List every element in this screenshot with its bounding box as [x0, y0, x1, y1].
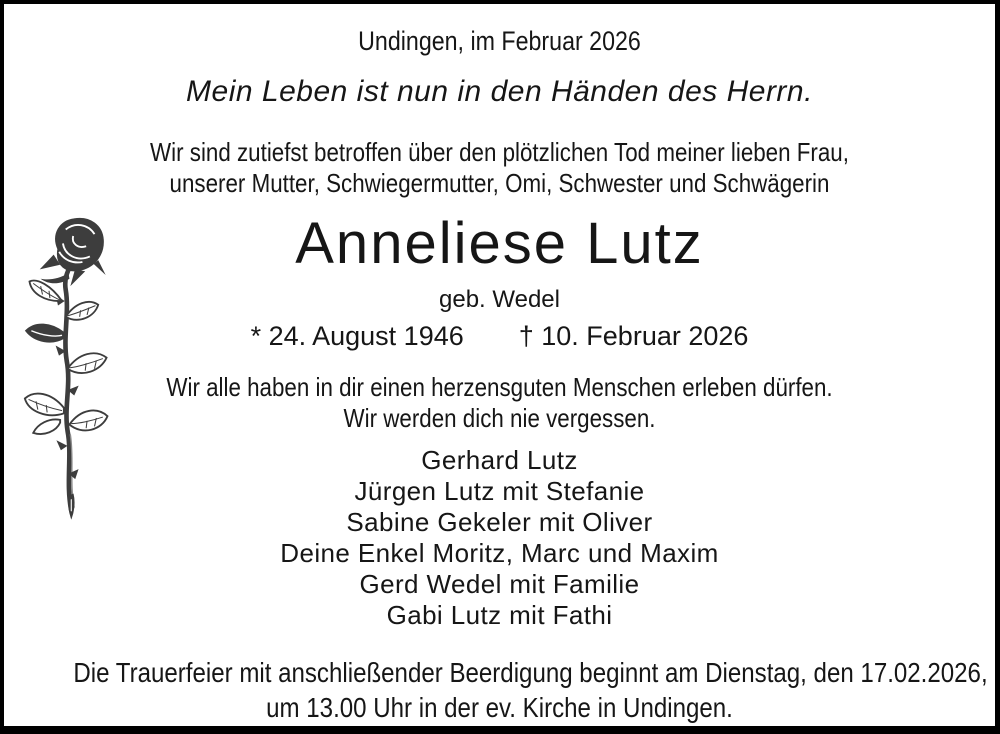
mourner-name: Sabine Gekeler mit Oliver	[346, 507, 653, 537]
dateline: Undingen, im Februar 2026	[358, 26, 641, 56]
mourners-list	[4, 445, 995, 631]
funeral-info-line-1: Die Trauerfeier mit anschließender Beerdigung beginnt am Dienstag, den 17.02.2026,	[73, 657, 988, 688]
birth-date: * 24. August 1946	[250, 321, 464, 351]
mourner-name: Gerd Wedel mit Familie	[359, 569, 640, 599]
life-dates	[4, 321, 995, 352]
motto-quote: Mein Leben ist nun in den Händen des Herrn.	[186, 75, 813, 108]
death-date: † 10. Februar 2026	[518, 321, 749, 351]
mourner-name: Gerhard Lutz	[421, 445, 578, 475]
tribute-line-1: Wir alle haben in dir einen herzensguten Menschen erleben dürfen.	[166, 372, 833, 402]
deceased-name: Anneliese Lutz	[295, 211, 704, 276]
mourner-name: Gabi Lutz mit Fathi	[386, 600, 613, 630]
intro-line-2: unserer Mutter, Schwiegermutter, Omi, Schwester und Schwägerin	[169, 168, 830, 198]
funeral-info-line-2: um 13.00 Uhr in der ev. Kirche in Undingen.	[266, 692, 733, 723]
mourner-name: Jürgen Lutz mit Stefanie	[354, 476, 645, 506]
mourner-name: Deine Enkel Moritz, Marc und Maxim	[280, 538, 719, 568]
tribute-line-2: Wir werden dich nie vergessen.	[343, 403, 656, 433]
birth-name: geb. Wedel	[439, 286, 560, 313]
intro-line-1: Wir sind zutiefst betroffen über den plötzlichen Tod meiner lieben Frau,	[150, 137, 849, 167]
